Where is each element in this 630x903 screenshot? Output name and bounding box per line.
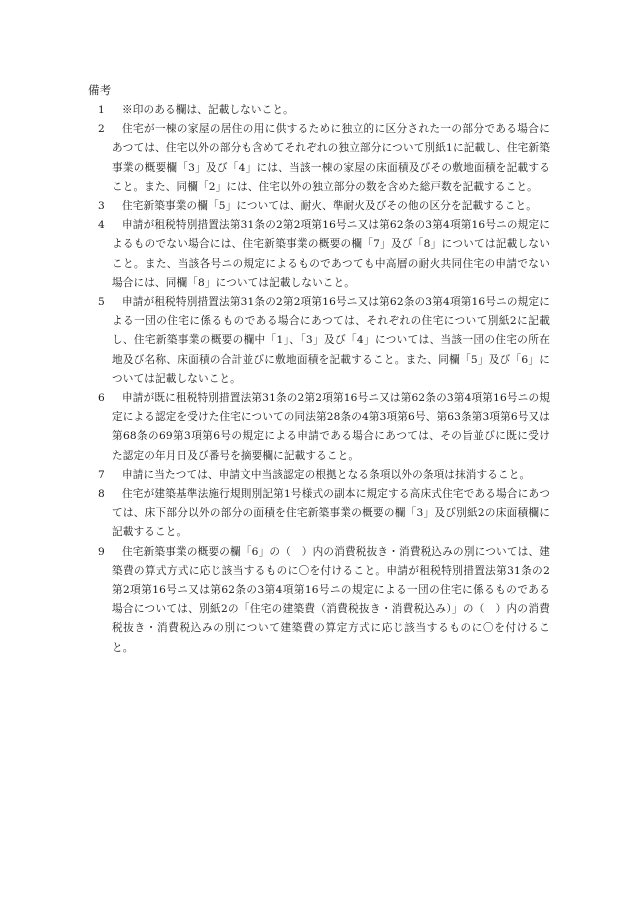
remark-item-8 [88,485,550,543]
remark-number: 3 [98,200,105,213]
remark-number: 1 [98,104,105,116]
remark-text: 住宅新築事業の欄「5」については、耐火、準耐火及びその他の区分を記載すること。 [122,200,537,213]
remark-item-2 [88,120,550,197]
remark-text: 住宅が一棟の家屋の居住の用に供するために独立的に区分された一の部分である場合にあつては、住宅以外の部分も含めてそれぞれの独立部分について別紙1に記載し、住宅新築事業の概要欄「3」及び「4」には、当該一棟の家屋の床面積及びその敷地面積を記載すること。また、同欄「2」には、住宅以外の独立部分の数を含めた総戸数を記載すること。 [112,123,550,193]
remark-number: 9 [98,545,105,558]
remark-item-1 [88,101,550,120]
remark-number: 8 [98,488,105,501]
remark-item-4 [88,216,550,293]
remark-number: 6 [98,392,105,405]
remark-item-7 [88,466,550,485]
remark-text: 申請が租税特別措置法第31条の2第2項第16号ニ又は第62条の3第4項第16号ニの規定による一団の住宅に係るものである場合にあつては、それぞれの住宅について別紙2に記載し、住宅新築事業の概要の欄中「1」、「3」及び「4」については、当該一団の住宅の所在地及び名称、床面積の合計並びに敷地面積を記載すること。また、同欄「5」及び「6」については記載しないこと。 [112,296,550,385]
remark-text: 住宅が建築基準法施行規則別記第1号様式の副本に規定する高床式住宅である場合にあつては、床下部分以外の部分の面積を住宅新築事業の概要の欄「3」及び別紙2の床面積欄に記載すること。 [112,488,550,539]
remark-text: 申請が既に租税特別措置法第31条の2第2項第16号ニ又は第62条の3第4項第16号ニの規定による認定を受けた住宅についての同法第28条の4第3項第6号、第63条第3項第6号又は第68条の69第3項第6号の規定による申請である場合にあつては、その旨並びに既に受けた認定の年月日及び番号を摘要欄に記載すること。 [112,392,550,462]
remarks-section [88,82,550,658]
remarks-heading: 備考 [88,83,112,97]
remark-text: 申請が租税特別措置法第31条の2第2項第16号ニ又は第62条の3第4項第16号ニの規定によるものでない場合には、住宅新築事業の概要の欄「7」及び「8」については記載しないこと。また、当該各号ニの規定によるものであつても中高層の耐火共同住宅の申請でない場合には、同欄「8」については記載しないこと。 [112,219,550,289]
remark-item-6 [88,389,550,466]
remark-text: 住宅新築事業の概要の欄「6」の（ ）内の消費税抜き・消費税込みの別については、建築費の算式方式に応じ該当するものに〇を付けること。申請が租税特別措置法第31条の2第2項第16号ニ又は第62条の3第4項第16号ニの規定による一団の住宅に係るものである場合については、別紙2の「住宅の建築費（消費税抜き・消費税込み）」の（ ）内の消費税抜き・消費税込みの別について建築費の算定方式に応じ該当するものに〇を付けること。 [112,545,550,654]
remarks-list [88,101,550,658]
remark-item-5 [88,293,550,389]
remark-number: 4 [98,219,105,232]
remark-item-9 [88,543,550,658]
remark-number: 5 [98,296,105,309]
remark-item-3 [88,197,550,216]
remark-number: 2 [98,123,105,136]
remark-text: 申請に当たつては、申請文中当該認定の根拠となる条項以外の条項は抹消すること。 [122,468,531,481]
remark-number: 7 [98,468,105,481]
remark-text: ※印のある欄は、記載しないこと。 [122,104,294,116]
